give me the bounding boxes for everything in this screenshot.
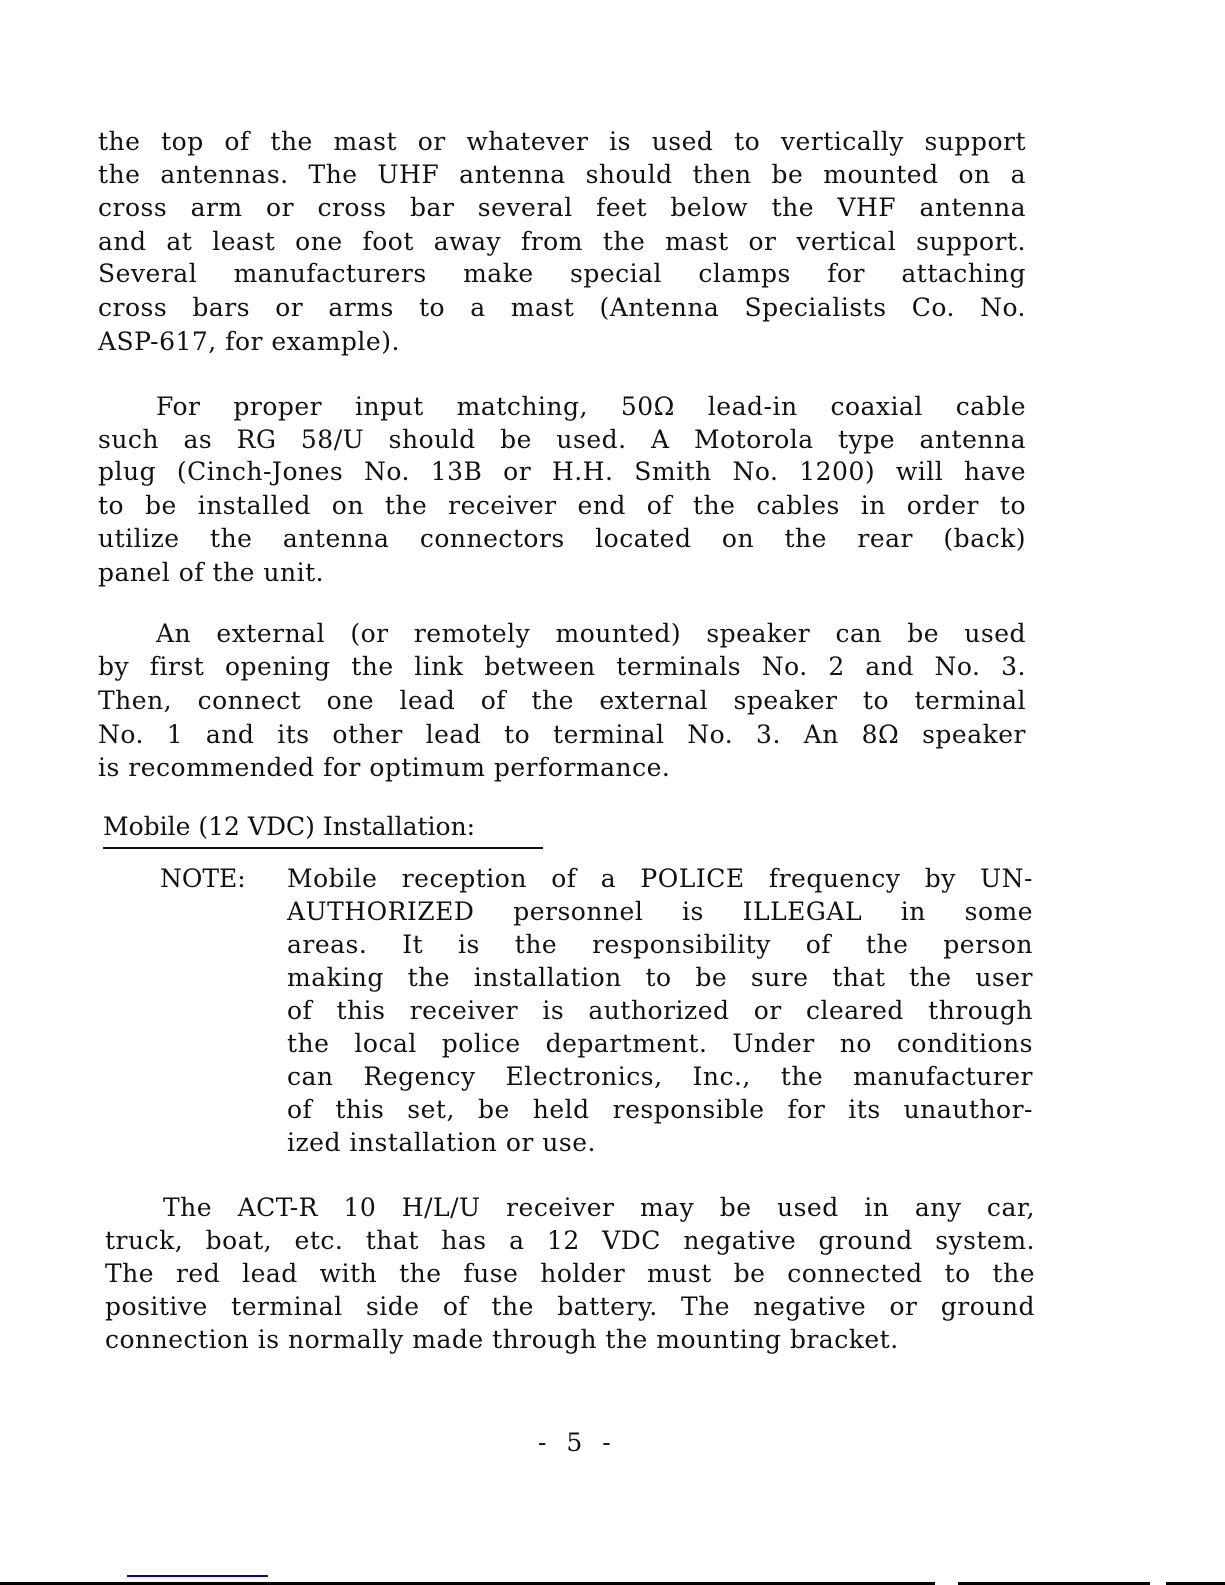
note-line: the local police department. Under no conditions (287, 1029, 1033, 1058)
paragraph2-line: utilize the antenna connectors located on the rear (back) (98, 524, 1026, 553)
paragraph3-line: An external (or remotely mounted) speaker can be used (156, 619, 1026, 648)
paragraph2-line: For proper input matching, 50Ω lead-in coaxial cable (156, 392, 1026, 421)
paragraph2-line: to be installed on the receiver end of the cables in order to (98, 491, 1026, 520)
paragraph2-line: panel of the unit. (98, 558, 325, 587)
note-line: ized installation or use. (287, 1128, 596, 1157)
paragraph2-line: plug (Cinch-Jones No. 13B or H.H. Smith No. 1200) will have (98, 457, 1026, 486)
paragraph4-line: positive terminal side of the battery. The negative or ground (105, 1292, 1035, 1321)
page-number: - 5 - (538, 1428, 617, 1457)
section-heading: Mobile (12 VDC) Installation: (103, 812, 476, 841)
note-line: of this set, be held responsible for its unauthor- (287, 1095, 1033, 1124)
paragraph4-line: truck, boat, etc. that has a 12 VDC negative ground system. (105, 1226, 1035, 1255)
paragraph2-line: such as RG 58/U should be used. A Motorola type antenna (98, 425, 1026, 454)
paragraph1-line: cross bars or arms to a mast (Antenna Specialists Co. No. (98, 293, 1026, 322)
paragraph1-line: the antennas. The UHF antenna should then be mounted on a (98, 160, 1026, 189)
paragraph4-line: The ACT-R 10 H/L/U receiver may be used in any car, (163, 1193, 1035, 1222)
paragraph3-line: No. 1 and its other lead to terminal No. 3. An 8Ω speaker (98, 720, 1026, 749)
note-line: can Regency Electronics, Inc., the manufacturer (287, 1062, 1033, 1091)
paragraph1-line: ASP-617, for example). (98, 327, 400, 356)
scan-artifact-blue-line (127, 1575, 268, 1577)
heading-underline (103, 847, 543, 849)
paragraph1-line: and at least one foot away from the mast or vertical support. (98, 227, 1026, 256)
note-line: Mobile reception of a POLICE frequency by UN- (287, 864, 1033, 893)
paragraph1-line: the top of the mast or whatever is used to vertically support (98, 127, 1026, 156)
note-line: AUTHORIZED personnel is ILLEGAL in some (287, 897, 1033, 926)
paragraph3-line: Then, connect one lead of the external speaker to terminal (98, 686, 1026, 715)
note-line: of this receiver is authorized or cleared through (287, 996, 1033, 1025)
paragraph3-line: is recommended for optimum performance. (98, 753, 671, 782)
note-line: areas. It is the responsibility of the person (287, 930, 1033, 959)
paragraph1-line: cross arm or cross bar several feet below the VHF antenna (98, 193, 1026, 222)
note-line: making the installation to be sure that the user (287, 963, 1033, 992)
note-label: NOTE: (160, 864, 246, 893)
paragraph3-line: by first opening the link between terminals No. 2 and No. 3. (98, 652, 1026, 681)
paragraph4-line: connection is normally made through the mounting bracket. (105, 1325, 899, 1354)
paragraph1-line: Several manufacturers make special clamps for attaching (98, 259, 1026, 288)
paragraph4-line: The red lead with the fuse holder must be connected to the (105, 1259, 1035, 1288)
